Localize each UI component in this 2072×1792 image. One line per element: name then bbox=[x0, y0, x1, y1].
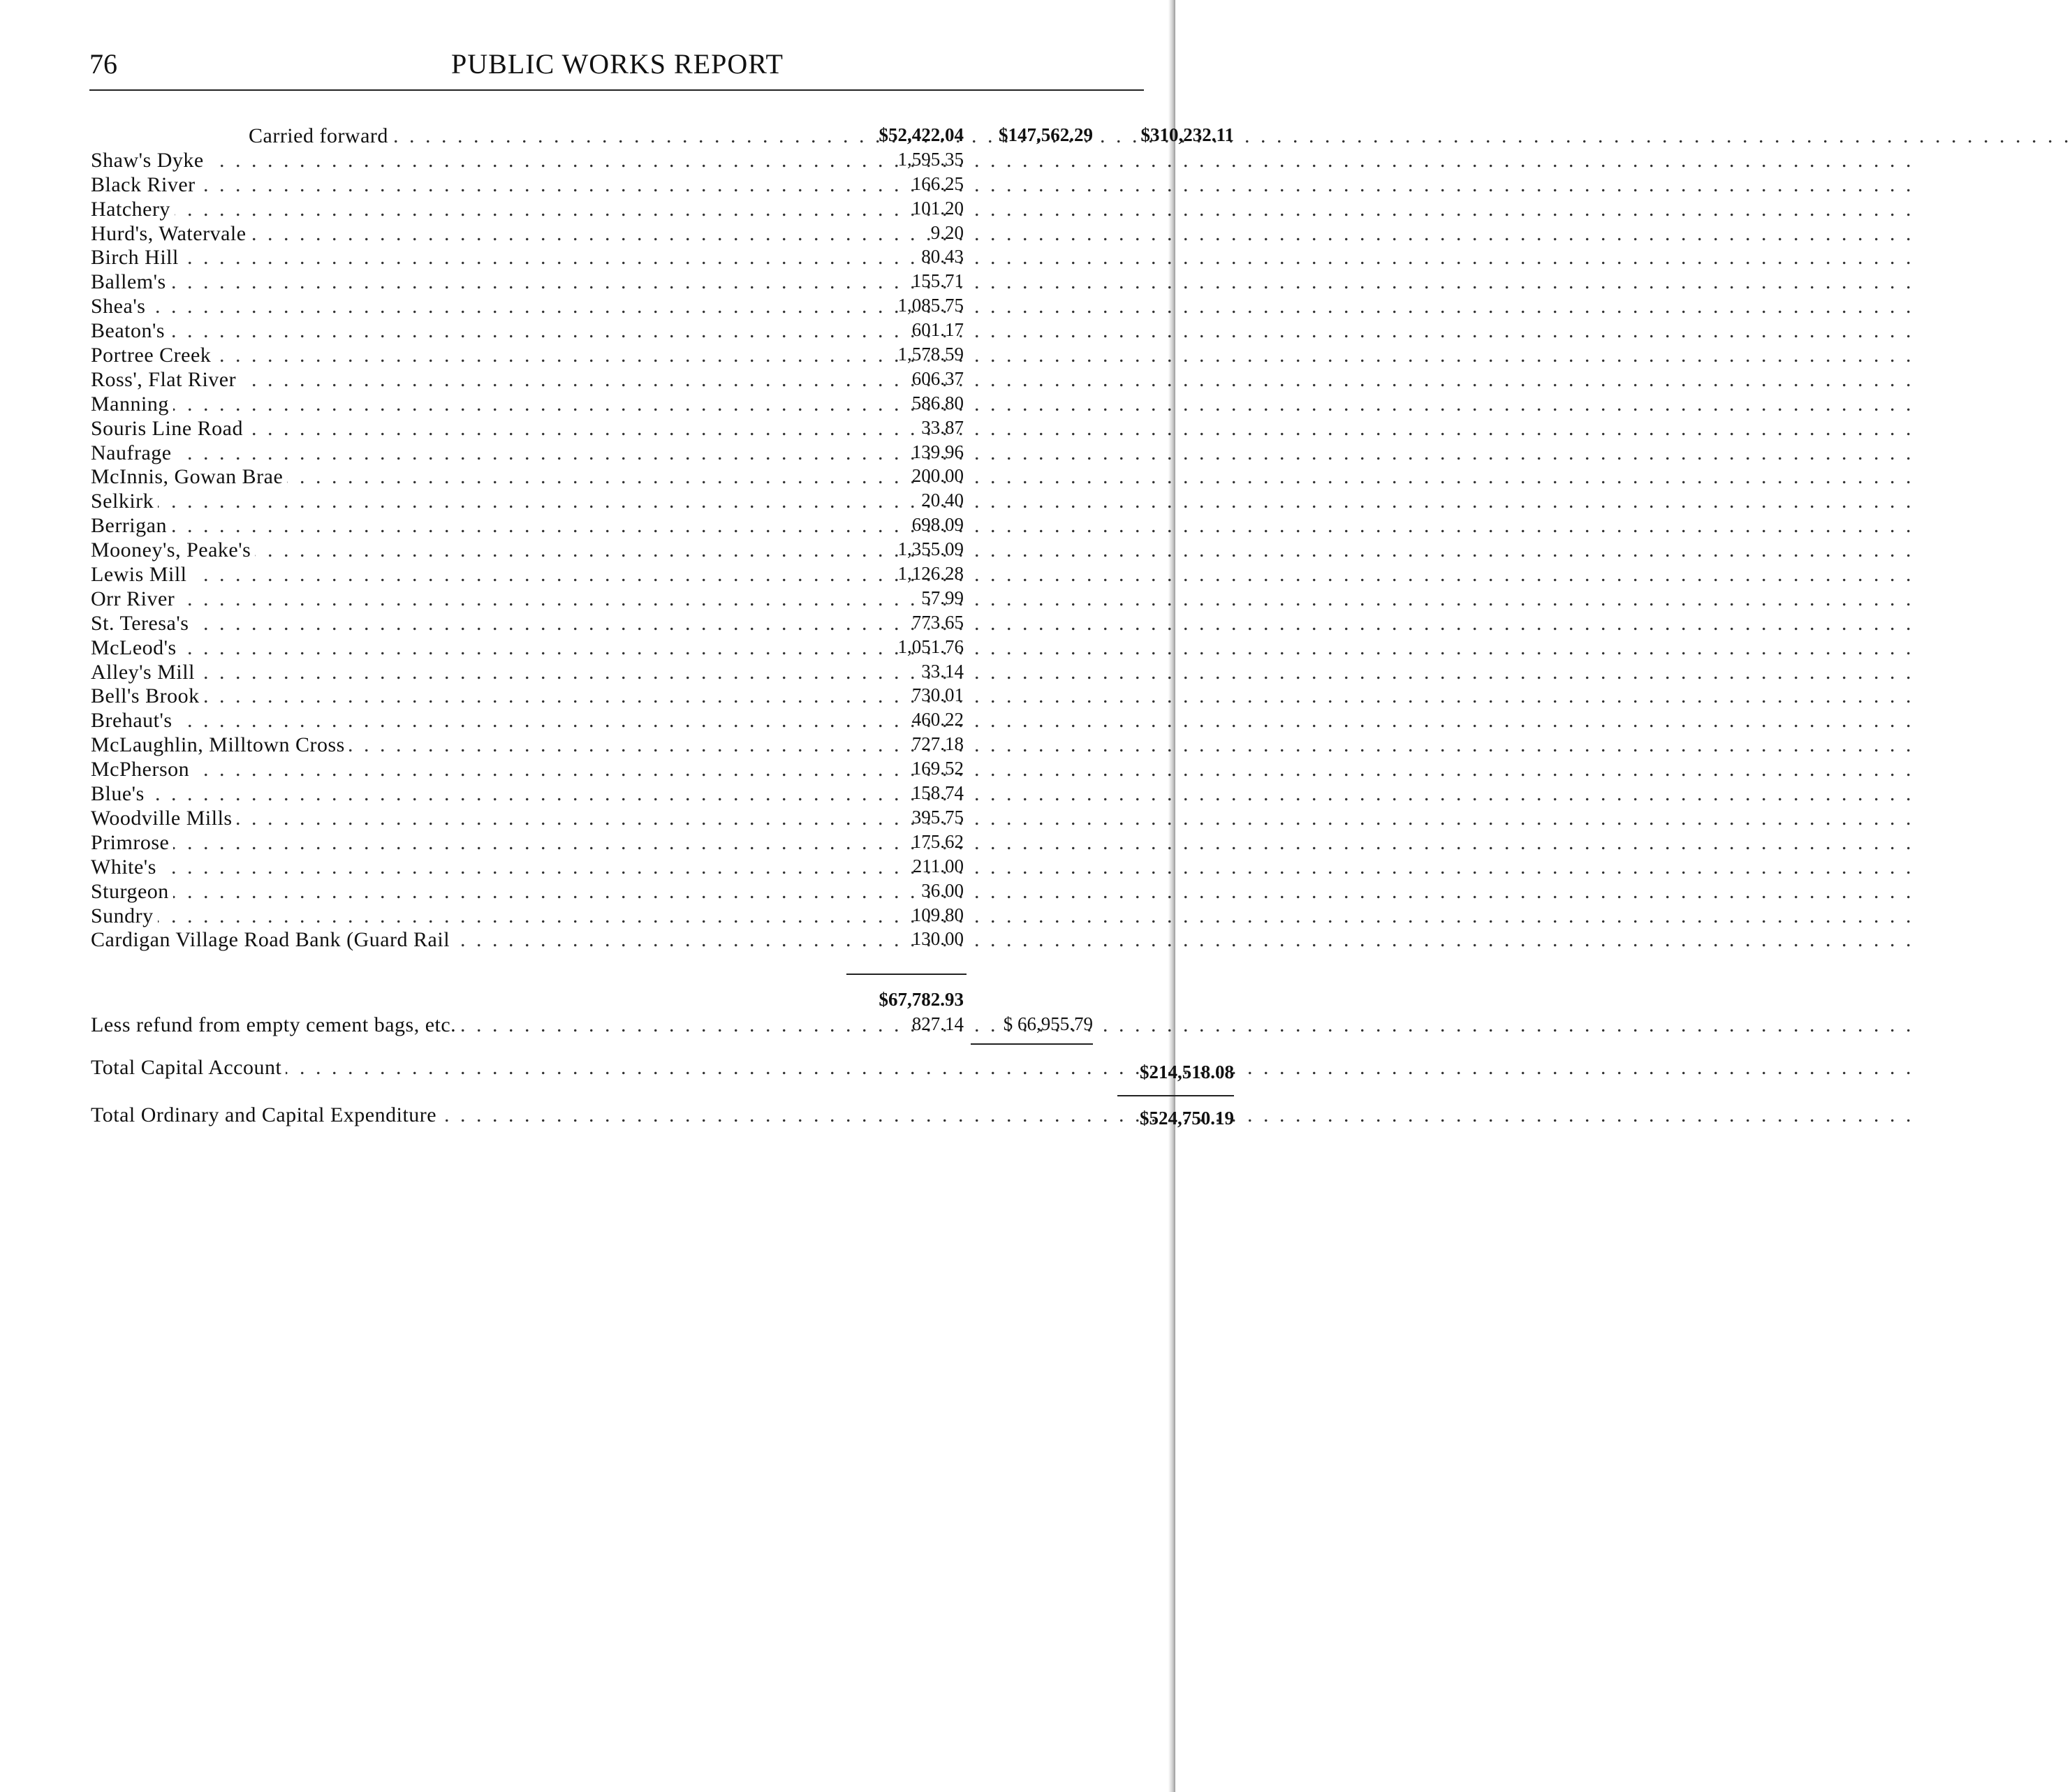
line-item-label: Souris Line Road bbox=[91, 417, 247, 440]
line-item-amount: 460.22 bbox=[911, 709, 964, 730]
line-item-amount: 1,126.28 bbox=[897, 563, 964, 585]
line-item-label: Hatchery bbox=[91, 198, 175, 221]
line-item-label: Berrigan bbox=[91, 514, 171, 537]
line-item-amount: 1,595.35 bbox=[897, 148, 964, 170]
line-item-amount: 9.20 bbox=[930, 221, 964, 243]
dot-leader bbox=[91, 198, 754, 221]
line-item-amount: 727.18 bbox=[911, 733, 964, 755]
line-item-row bbox=[91, 782, 1145, 807]
line-item-row bbox=[91, 514, 1145, 538]
line-item-amount: 586.80 bbox=[911, 392, 964, 413]
line-item-amount: 80.43 bbox=[921, 246, 964, 267]
line-item-row bbox=[91, 733, 1145, 758]
line-item-row bbox=[91, 855, 1145, 880]
line-item-amount: 57.99 bbox=[921, 587, 964, 608]
line-item-row bbox=[91, 490, 1145, 514]
line-item-amount: 20.40 bbox=[921, 490, 964, 511]
total-expenditure-amount: $524,750.19 bbox=[1140, 1108, 1234, 1129]
header-rule bbox=[89, 89, 1144, 91]
dot-leader bbox=[91, 636, 754, 660]
total-expenditure-row bbox=[91, 1099, 1234, 1148]
line-item-amount: 139.96 bbox=[911, 441, 964, 462]
line-item-amount: 606.37 bbox=[911, 367, 964, 389]
line-item-label: McLaughlin, Milltown Cross bbox=[91, 733, 349, 756]
line-item-row bbox=[91, 392, 1145, 417]
line-item-label: Orr River bbox=[91, 587, 179, 610]
line-item-label: Ross', Flat River bbox=[91, 368, 240, 391]
line-item-amount: 211.00 bbox=[912, 855, 964, 876]
line-item-label: Mooney's, Peake's bbox=[91, 538, 255, 561]
dot-leader bbox=[91, 587, 754, 611]
line-item-label: White's bbox=[91, 855, 161, 879]
line-item-amount: 158.74 bbox=[911, 782, 964, 804]
line-item-label: Blue's bbox=[91, 782, 149, 805]
line-item-amount: 109.80 bbox=[911, 904, 964, 925]
line-item-amount: 1,051.76 bbox=[897, 636, 964, 657]
line-item-label: Birch Hill bbox=[91, 246, 183, 269]
total-capital-rule bbox=[1117, 1095, 1234, 1096]
dot-leader bbox=[91, 782, 754, 806]
line-item-row bbox=[91, 563, 1145, 587]
carried-forward-col3: $310,232.11 bbox=[1140, 124, 1234, 145]
subtotal-rule bbox=[846, 974, 967, 975]
subtotal-row bbox=[91, 989, 1145, 1013]
line-item-row bbox=[91, 538, 1145, 563]
line-item-label: Naufrage bbox=[91, 441, 176, 464]
line-item-amount: 730.01 bbox=[911, 684, 964, 706]
page-header bbox=[89, 45, 1145, 87]
refund-net: $ 66,955.79 bbox=[1003, 1013, 1093, 1035]
line-item-amount: 101.20 bbox=[911, 197, 964, 219]
line-item-amount: 1,355.09 bbox=[897, 538, 964, 560]
line-item-row bbox=[91, 295, 1145, 319]
line-item-label: Woodville Mills bbox=[91, 807, 237, 830]
line-item-row bbox=[91, 612, 1145, 636]
line-item-label: Bell's Brook bbox=[91, 684, 204, 707]
line-item-label: Manning bbox=[91, 392, 173, 416]
line-item-row bbox=[91, 173, 1145, 198]
line-item-label: Cardigan Village Road Bank (Guard Rail bbox=[91, 928, 454, 951]
line-item-amount: 773.65 bbox=[911, 611, 964, 633]
line-item-label: Primrose bbox=[91, 831, 173, 854]
carried-forward-col1: $52,422.04 bbox=[879, 124, 964, 145]
carried-forward-label: Carried forward bbox=[249, 124, 392, 147]
net-rule bbox=[971, 1043, 1093, 1045]
line-item-amount: 33.87 bbox=[921, 416, 964, 438]
line-item-amount: 1,085.75 bbox=[897, 295, 964, 316]
dot-leader bbox=[91, 490, 754, 513]
line-item-label: Sturgeon bbox=[91, 880, 173, 903]
line-item-amount: 169.52 bbox=[911, 758, 964, 779]
carried-forward-row bbox=[91, 124, 1234, 149]
line-item-row bbox=[91, 758, 1145, 782]
line-item-label: Hurd's, Watervale bbox=[91, 222, 251, 245]
line-item-label: Selkirk bbox=[91, 490, 158, 513]
dot-leader bbox=[91, 319, 754, 343]
line-item-row bbox=[91, 222, 1145, 247]
line-item-label: Black River bbox=[91, 173, 200, 196]
line-item-label: McLeod's bbox=[91, 636, 181, 659]
dot-leader bbox=[91, 392, 754, 416]
line-item-amount: 1,578.59 bbox=[897, 344, 964, 365]
line-item-row bbox=[91, 198, 1145, 222]
line-item-row bbox=[91, 270, 1145, 295]
line-item-row bbox=[91, 904, 1145, 929]
running-title: PUBLIC WORKS REPORT bbox=[451, 48, 784, 80]
net-rule-spacer bbox=[91, 1038, 1145, 1052]
line-item-row bbox=[91, 684, 1145, 709]
line-item-label: McPherson bbox=[91, 758, 193, 781]
subtotal-amount: $67,782.93 bbox=[879, 989, 964, 1011]
line-item-amount: 155.71 bbox=[911, 270, 964, 292]
carried-forward-col2: $147,562.29 bbox=[999, 124, 1093, 145]
line-item-label: Brehaut's bbox=[91, 709, 177, 732]
line-item-amount: 175.62 bbox=[911, 830, 964, 852]
dot-leader bbox=[91, 709, 754, 733]
line-item-label: Portree Creek bbox=[91, 344, 215, 367]
dot-leader bbox=[91, 295, 754, 318]
line-item-row bbox=[91, 441, 1145, 466]
refund-row bbox=[91, 1013, 1145, 1038]
dot-leader bbox=[91, 880, 754, 904]
line-item-amount: 601.17 bbox=[911, 319, 964, 341]
dot-leader bbox=[91, 441, 754, 465]
total-capital-row bbox=[91, 1052, 1234, 1099]
line-item-amount: 395.75 bbox=[911, 806, 964, 828]
refund-label: Less refund from empty cement bags, etc. bbox=[91, 1013, 460, 1036]
line-item-row bbox=[91, 661, 1145, 685]
line-item-label: Shea's bbox=[91, 295, 149, 318]
line-item-row bbox=[91, 368, 1145, 392]
line-item-amount: 698.09 bbox=[911, 514, 964, 536]
line-item-amount: 200.00 bbox=[911, 465, 964, 487]
dot-leader bbox=[91, 246, 754, 270]
line-item-row bbox=[91, 344, 1145, 368]
line-item-row bbox=[91, 319, 1145, 344]
line-item-label: Lewis Mill bbox=[91, 563, 191, 586]
line-item-amount: 166.25 bbox=[911, 172, 964, 194]
line-item-label: McInnis, Gowan Brae bbox=[91, 465, 287, 488]
total-capital-amount: $214,518.08 bbox=[1140, 1062, 1234, 1083]
line-item-label: Shaw's Dyke bbox=[91, 149, 208, 172]
line-item-row bbox=[91, 246, 1145, 270]
line-item-row bbox=[91, 587, 1145, 612]
line-item-amount: 33.14 bbox=[921, 660, 964, 682]
line-item-label: St. Teresa's bbox=[91, 612, 193, 635]
line-item-row bbox=[91, 709, 1145, 733]
line-item-row bbox=[91, 636, 1145, 661]
total-capital-label: Total Capital Account bbox=[91, 1056, 286, 1079]
refund-amount: 827.14 bbox=[911, 1013, 964, 1035]
line-item-label: Alley's Mill bbox=[91, 661, 199, 684]
total-expenditure-label: Total Ordinary and Capital Expenditure bbox=[91, 1103, 441, 1126]
line-item-row bbox=[91, 149, 1145, 173]
line-item-row bbox=[91, 807, 1145, 831]
line-item-label: Beaton's bbox=[91, 319, 169, 342]
line-item-amount: 130.00 bbox=[911, 928, 964, 950]
ledger-table bbox=[91, 124, 1234, 1148]
page-number: 76 bbox=[89, 48, 117, 80]
line-items bbox=[91, 149, 1145, 953]
dot-leader bbox=[91, 831, 754, 855]
subtotal-rule-spacer bbox=[91, 953, 1145, 989]
dot-leader bbox=[91, 270, 754, 294]
line-item-row bbox=[91, 880, 1145, 904]
line-item-row bbox=[91, 831, 1145, 855]
dot-leader bbox=[91, 855, 754, 879]
line-item-amount: 36.00 bbox=[921, 879, 964, 901]
line-item-label: Ballem's bbox=[91, 270, 170, 293]
dot-leader bbox=[91, 904, 754, 928]
line-item-row bbox=[91, 465, 1145, 490]
line-item-row bbox=[91, 928, 1145, 953]
line-item-label: Sundry bbox=[91, 904, 158, 927]
dot-leader bbox=[91, 514, 754, 538]
line-item-row bbox=[91, 417, 1145, 441]
